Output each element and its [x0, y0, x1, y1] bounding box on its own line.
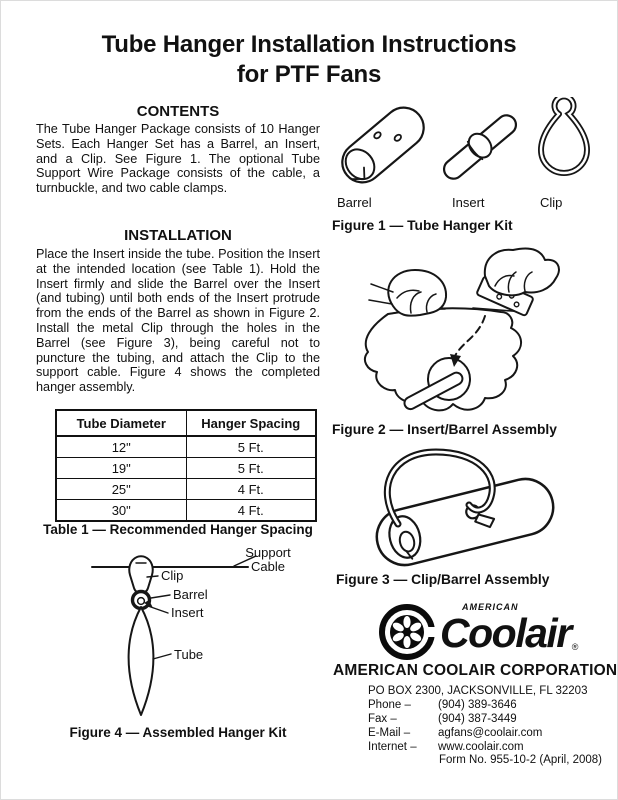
contact-row-fax	[368, 712, 587, 726]
contact-label: E-Mail –	[368, 727, 411, 739]
contact-value: (904) 387-3449	[438, 713, 517, 725]
contact-label: Fax –	[368, 713, 397, 725]
clip-label: Clip	[161, 568, 184, 583]
figure3-caption: Figure 3 — Clip/Barrel Assembly	[336, 572, 550, 587]
installation-paragraph: Place the Insert inside the tube. Position the Insert at the intended location (see Table 1). Hold the Insert firmly and slide the Barrel over the Insert (and tubing) until both ends of the Insert protrude from the ends of the Barrel as shown in Figure 2. Install the metal Clip through the holes in the Barrel (see Figure 3), being careful not to puncture the tubing, and attach the Clip to the support cable. Figure 4 shows the completed hanger assembly.	[36, 247, 320, 395]
support-cable-label: Support Cable	[245, 545, 291, 574]
table-cell: 4 Ft.	[186, 500, 316, 522]
company-name: AMERICAN COOLAIR CORPORATION	[333, 662, 618, 679]
clip-shape	[129, 556, 152, 593]
hanger-spacing-table	[55, 409, 317, 522]
insert-label: Insert	[171, 605, 204, 620]
contact-value: agfans@coolair.com	[438, 727, 543, 739]
tube-shape	[129, 607, 154, 715]
left-hand	[369, 270, 446, 316]
form-number: Form No. 955-10-2 (April, 2008)	[439, 754, 602, 766]
barrel-leader	[151, 595, 170, 598]
clip-leader	[147, 576, 158, 577]
contents-paragraph: The Tube Hanger Package consists of 10 Hanger Sets. Each Hanger Set has a Barrel, an Insert, and a Clip. See Figure 1. The optional Tube Support Wire Package consists of the cable, a turnbuckle, and two cable clamps.	[36, 122, 320, 196]
table-cell: 5 Ft.	[186, 436, 316, 458]
contact-value: www.coolair.com	[438, 741, 524, 753]
figure4-caption: Figure 4 — Assembled Hanger Kit	[69, 725, 287, 740]
figure3-drawing	[340, 442, 590, 570]
figure2-drawing	[333, 242, 598, 420]
figure1-drawing	[333, 97, 598, 193]
contents-heading: CONTENTS	[136, 103, 220, 120]
barrel-drawing	[334, 99, 432, 190]
table-cell: 12"	[56, 436, 186, 458]
table-row	[56, 500, 316, 522]
page-title-line1: Tube Hanger Installation Instructions	[101, 31, 517, 58]
company-address-block	[368, 684, 587, 754]
insert-drawing	[437, 108, 521, 184]
tube-label: Tube	[174, 647, 204, 662]
contact-label: Internet –	[368, 741, 417, 753]
company-address: PO BOX 2300, JACKSONVILLE, FL 32203	[368, 685, 588, 697]
coolair-logo	[340, 602, 606, 660]
table-cell: 5 Ft.	[186, 458, 316, 479]
figure1-barrel-label: Barrel	[337, 195, 372, 210]
right-hand	[485, 248, 559, 295]
table1-caption: Table 1 — Recommended Hanger Spacing	[43, 522, 313, 537]
contact-row-internet	[368, 740, 587, 754]
table-cell: 4 Ft.	[186, 479, 316, 500]
table-header-row	[56, 410, 316, 436]
logo-american-text: AMERICAN	[462, 602, 519, 612]
contact-label: Phone –	[368, 699, 411, 711]
fan-logo-icon	[378, 603, 436, 661]
figure1-insert-label: Insert	[452, 195, 485, 210]
logo-coolair-text: Coolair	[440, 610, 571, 656]
figure4-assembled-hanger	[40, 543, 325, 728]
table-row	[56, 436, 316, 458]
table-row	[56, 458, 316, 479]
clip-drawing	[541, 97, 587, 173]
page-title	[0, 30, 618, 90]
table-cell: 19"	[56, 458, 186, 479]
table-cell: 30"	[56, 500, 186, 522]
table-header-tube-diameter: Tube Diameter	[56, 410, 186, 436]
installation-heading: INSTALLATION	[124, 227, 232, 244]
barrel-label: Barrel	[173, 587, 208, 602]
table-row	[56, 479, 316, 500]
insert-leader	[148, 606, 168, 613]
page-title-line2: for PTF Fans	[236, 61, 382, 88]
registered-mark: ®	[571, 642, 579, 652]
table-header-hanger-spacing: Hanger Spacing	[186, 410, 316, 436]
figure2-caption: Figure 2 — Insert/Barrel Assembly	[332, 422, 557, 437]
barrel-shape	[133, 592, 150, 609]
logo-wordmark	[440, 602, 578, 654]
contact-value: (904) 389-3646	[438, 699, 517, 711]
contact-row-phone	[368, 698, 587, 712]
figure1-clip-label: Clip	[540, 195, 563, 210]
table-cell: 25"	[56, 479, 186, 500]
figure1-caption: Figure 1 — Tube Hanger Kit	[332, 218, 513, 233]
contact-row-email	[368, 726, 587, 740]
tube-leader	[153, 654, 171, 659]
